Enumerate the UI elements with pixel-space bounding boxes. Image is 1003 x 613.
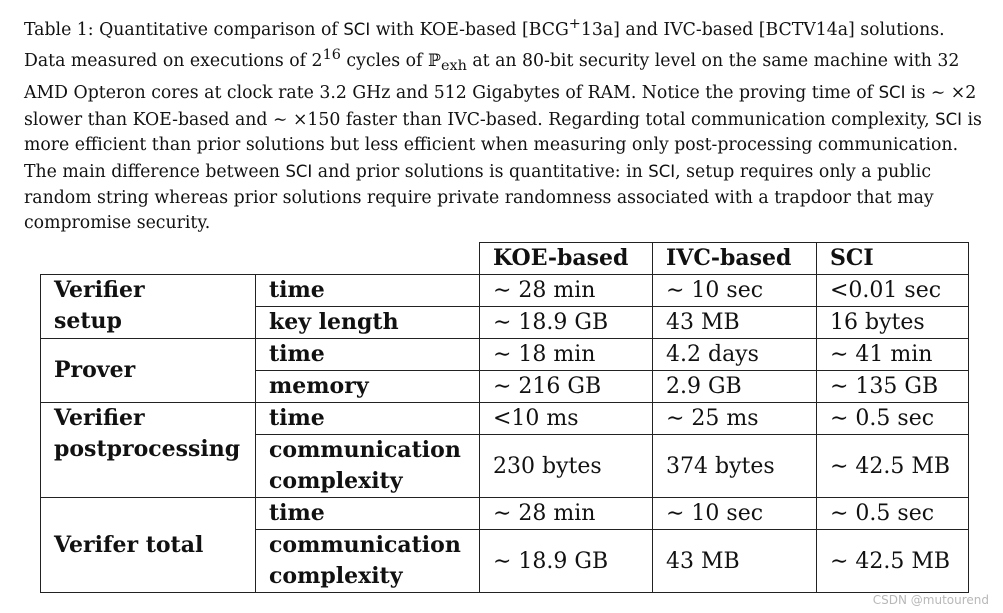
caption-part-7: is more efficient than prior solutions but less efficient when measuring only post-processing communication. The main difference between [24,109,982,182]
row-label-memory: memory [256,371,480,403]
watermark: CSDN @mutourend [872,593,989,607]
cell-value: 43 MB [653,307,817,339]
table-row [41,275,969,307]
group-verifier-total: Verifer total [41,498,256,593]
cell-value: ∼ 42.5 MB [817,435,969,498]
cell-value: 2.9 GB [653,371,817,403]
label-line: complexity [269,468,403,494]
row-label-time: time [256,275,480,307]
empty-corner [256,243,480,275]
caption-part-1: Table 1: Quantitative comparison of [24,19,344,40]
column-header-sci: SCI [817,243,969,275]
cell-value: ∼ 0.5 sec [817,403,969,435]
cell-value: ∼ 18.9 GB [480,307,653,339]
group-verifier-setup [41,275,256,339]
caption-part-2: with KOE-based [BCG [370,19,569,40]
cell-value: 43 MB [653,530,817,593]
table-row [41,403,969,435]
cell-value: 4.2 days [653,339,817,371]
row-label-time: time [256,498,480,530]
sci-label: SCI [648,161,676,181]
table-row [41,339,969,371]
row-label-time: time [256,403,480,435]
cell-value: ∼ 42.5 MB [817,530,969,593]
cell-value: ∼ 18.9 GB [480,530,653,593]
cell-value: ∼ 41 min [817,339,969,371]
cell-value: 230 bytes [480,435,653,498]
caption-sub-exh: exh [440,58,467,75]
table-caption [24,12,989,237]
empty-corner [41,243,256,275]
cell-value: ∼ 28 min [480,498,653,530]
cell-value: ∼ 10 sec [653,275,817,307]
group-line: setup [54,308,122,334]
group-line: Verifier [54,405,145,431]
column-header-ivc: IVC-based [653,243,817,275]
cell-value: <10 ms [480,403,653,435]
cell-value: ∼ 10 sec [653,498,817,530]
cell-value: ∼ 0.5 sec [817,498,969,530]
row-label-key-length: key length [256,307,480,339]
comparison-table [40,242,969,593]
sci-label: SCI [935,109,962,129]
cell-value: ∼ 216 GB [480,371,653,403]
sci-label: SCI [285,161,313,181]
column-header-koe: KOE-based [480,243,653,275]
label-line: communication [269,437,461,463]
caption-part-5: at an 80-bit security level on the same machine with 32 AMD Opteron cores at clock rate 3.2 GHz and 512 Gigabytes of RAM. Notice the proving time of [24,51,960,104]
row-label-communication-complexity [256,435,480,498]
caption-sup-16: 16 [322,47,341,64]
group-verifier-postprocessing [41,403,256,498]
label-line: communication [269,532,461,558]
caption-part-8: and prior solutions is quantitative: in [312,161,649,182]
caption-part-3: 13a] and IVC-based [BCTV14a] solutions. Data measured on executions of 2 [24,19,945,72]
row-label-time: time [256,339,480,371]
cell-value: ∼ 25 ms [653,403,817,435]
table-row [41,498,969,530]
sci-label: SCI [343,19,371,39]
group-prover: Prover [41,339,256,403]
caption-sup-plus: + [568,16,581,32]
cell-value: 16 bytes [817,307,969,339]
header-row [41,243,969,275]
cell-value: ∼ 135 GB [817,371,969,403]
cell-value: <0.01 sec [817,275,969,307]
group-line: postprocessing [54,436,241,462]
cell-value: ∼ 18 min [480,339,653,371]
caption-part-4: cycles of ℙ [340,51,441,72]
caption-part-9: , setup requires only a public random string whereas prior solutions require private randomness associated with a trapdoor that may compromise security. [24,161,934,234]
group-line: Verifier [54,277,145,303]
cell-value: 374 bytes [653,435,817,498]
row-label-communication-complexity [256,530,480,593]
sci-label: SCI [878,83,906,103]
caption-part-6: is ∼ ×2 slower than KOE-based and ∼ ×150 faster than IVC-based. Regarding total communication complexity, [24,83,977,130]
label-line: complexity [269,563,403,589]
cell-value: ∼ 28 min [480,275,653,307]
